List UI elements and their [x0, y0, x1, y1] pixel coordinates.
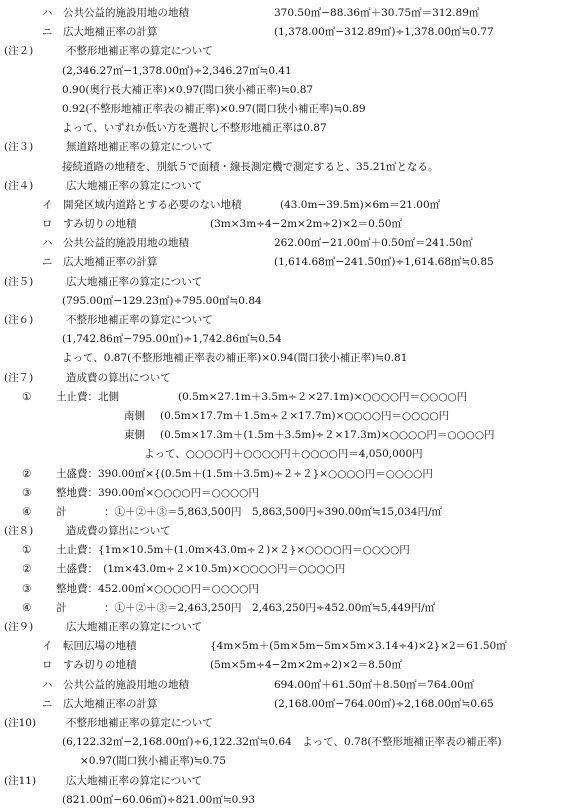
- text-line: [0, 656, 568, 675]
- line-text: (1,614.68㎡−241.50㎡)÷1,614.68㎡≒0.85: [274, 256, 494, 269]
- line-label: よって、0.87(不整形地補正率表の補正率)×0.94(間口狭小補正率)≒0.81: [62, 352, 408, 365]
- line-text: 土盛費： (1m×43.0m÷２×10.5m)×○○○○円＝○○○○円: [56, 563, 346, 576]
- line-label: よって、いずれか低い方を選択し不整形地補正率は0.87: [62, 122, 327, 135]
- line-text: 造成費の算出について: [66, 525, 171, 538]
- line-text: 広大地補正率の算定について: [66, 179, 203, 192]
- text-line: [0, 599, 568, 618]
- line-label: ハ 公共公益的施設用地の地積: [42, 237, 189, 250]
- text-line: [0, 81, 568, 100]
- text-line: [0, 196, 568, 215]
- text-line: [0, 522, 568, 541]
- line-text: 不整形地補正率の算定について: [66, 45, 213, 58]
- line-text: {4m×5m＋(5m×5m−5m×5m×3.14÷4)×2}×2＝61.50㎡: [210, 640, 507, 653]
- line-text: (0.5m×17.3m＋(1.5m＋3.5m)÷２×17.3m)×○○○○円＝○○○○円: [160, 429, 495, 442]
- line-text: 計: [56, 601, 67, 614]
- line-text: 694.00㎡＋61.50㎡＋8.50㎡＝764.00㎡: [274, 678, 475, 691]
- line-label: (注２): [4, 45, 34, 58]
- line-label: (1,742.86㎡−795.00㎡)÷1,742.86㎡≒0.54: [62, 333, 282, 346]
- text-line: [0, 177, 568, 196]
- text-line: [0, 23, 568, 42]
- text-line: [0, 388, 568, 407]
- line-text: 不整形地補正率の算定について: [66, 314, 213, 326]
- line-label: ③: [22, 486, 32, 499]
- line-text: ：①＋②＋③＝2,463,250円 2,463,250円÷452.00㎡≒5,449円/㎡: [104, 601, 436, 614]
- line-label: ①: [22, 544, 32, 557]
- line-label: (2,346.27㎡−1,378.00㎡)÷2,346.27㎡≒0.41: [62, 64, 292, 77]
- text-line: [0, 158, 568, 177]
- text-line: [0, 62, 568, 81]
- text-line: [0, 234, 568, 253]
- line-text: 広大地補正率の算定について: [66, 774, 203, 787]
- line-label: イ 転回広場の地積: [42, 640, 137, 653]
- text-line: [0, 791, 568, 810]
- line-text: 整地費：452.00㎡×○○○○円＝○○○○円: [56, 582, 259, 595]
- text-line: [0, 330, 568, 349]
- text-line: [0, 752, 568, 771]
- text-line: [0, 253, 568, 272]
- text-line: [0, 407, 568, 426]
- line-label: ハ 公共公益的施設用地の地積: [42, 678, 189, 691]
- line-label: ニ 広大地補正率の計算: [42, 256, 158, 269]
- text-line: [0, 676, 568, 695]
- text-line: [0, 100, 568, 119]
- text-line: [0, 445, 568, 464]
- line-label: (821.00㎡−60.06㎡)÷821.00㎡≒0.93: [62, 793, 256, 806]
- line-label: 南側: [124, 409, 145, 422]
- line-label: 0.90(奥行長大補正率)×0.97(間口狭小補正率)≒0.87: [62, 83, 314, 96]
- text-line: [0, 215, 568, 234]
- line-text: 262.00㎡−21.00㎡＋0.50㎡＝241.50㎡: [274, 237, 473, 250]
- text-line: [0, 733, 568, 752]
- text-line: [0, 42, 568, 61]
- line-text: 不整形地補正率の算定について: [66, 716, 213, 729]
- text-line: [0, 541, 568, 560]
- text-line: [0, 273, 568, 292]
- text-line: [0, 138, 568, 157]
- line-text: 370.50㎡−88.36㎡＋30.75㎡＝312.89㎡: [274, 7, 480, 19]
- line-label: (注６): [4, 314, 34, 326]
- line-label: (注11): [4, 774, 37, 787]
- line-label: (注10): [4, 716, 37, 729]
- line-text: 土止費：{1m×10.5m＋(1.0m×43.0m÷２)×２}×○○○○円＝○○○○円: [56, 544, 410, 557]
- line-label: (注９): [4, 621, 34, 633]
- line-label: (注５): [4, 275, 34, 288]
- line-text: 造成費の算出について: [66, 371, 171, 384]
- line-text: 広大地補正率の算定について: [66, 275, 203, 288]
- line-label: (注８): [4, 525, 34, 538]
- line-text: ：①＋②＋③＝5,863,500円 5,863,500円÷390.00㎡≒15,034円/㎡: [104, 505, 442, 518]
- line-text: 整地費：390.00㎡×○○○○円＝○○○○円: [56, 486, 259, 499]
- line-text: (2,168.00㎡−764.00㎡)÷2,168.00㎡≒0.65: [274, 697, 494, 710]
- line-label: ×0.97(間口狭小補正率)≒0.75: [80, 755, 227, 768]
- line-label: 0.92(不整形地補正率表の補正率)×0.97(間口狭小補正率)≒0.89: [62, 102, 366, 115]
- line-text: 土止費：北側: [56, 390, 119, 403]
- line-text: (0.5m×27.1m＋3.5m÷２×27.1m)×○○○○円＝○○○○円: [178, 390, 468, 403]
- text-line: [0, 637, 568, 656]
- line-text: (0.5m×17.7m＋1.5m÷２×17.7m)×○○○○円＝○○○○円: [160, 409, 450, 422]
- line-label: ニ 広大地補正率の計算: [42, 26, 158, 39]
- line-label: (注４): [4, 179, 34, 192]
- text-line: [0, 560, 568, 579]
- line-label: イ 開発区域内道路とする必要のない地積: [42, 198, 242, 211]
- text-line: [0, 292, 568, 311]
- line-text: (3m×3m÷4−2m×2m÷2)×2＝0.50㎡: [210, 218, 402, 231]
- text-line: [0, 426, 568, 445]
- text-line: [0, 119, 568, 138]
- text-line: [0, 580, 568, 599]
- text-line: [0, 695, 568, 714]
- line-label: (注７): [4, 371, 34, 384]
- line-label: よって、○○○○円＋○○○○円＋○○○○円＝4,050,000円: [144, 448, 423, 461]
- line-text: 広大地補正率の算定について: [66, 621, 203, 633]
- line-label: ハ 公共公益的施設用地の地積: [42, 7, 189, 19]
- text-line: [0, 369, 568, 388]
- line-label: ①: [22, 390, 32, 403]
- calculation-notes: [0, 4, 568, 810]
- line-label: (注３): [4, 141, 34, 154]
- line-label: ②: [22, 467, 32, 480]
- line-text: 無道路地補正率の算定について: [66, 141, 213, 154]
- text-line: [0, 465, 568, 484]
- text-line: [0, 349, 568, 368]
- line-label: ロ すみ切りの地積: [42, 659, 137, 672]
- line-label: 東側: [124, 429, 145, 442]
- line-label: (795.00㎡−129.23㎡)÷795.00㎡≒0.84: [62, 294, 262, 307]
- text-line: [0, 484, 568, 503]
- line-label: ②: [22, 563, 32, 576]
- line-text: (1,378.00㎡−312.89㎡)÷1,378.00㎡≒0.77: [274, 26, 494, 39]
- line-label: ④: [22, 505, 32, 518]
- text-line: [0, 503, 568, 522]
- line-text: 計: [56, 505, 67, 518]
- line-text: (5m×5m÷4−2m×2m÷2)×2＝8.50㎡: [210, 659, 402, 672]
- line-text: 土盛費：390.00㎡×{(0.5m＋(1.5m＋3.5m)÷２÷２}×○○○○円＝○○○○円: [56, 467, 433, 480]
- text-line: [0, 618, 568, 637]
- text-line: [0, 772, 568, 791]
- line-text: (43.0m−39.5m)×6m＝21.00㎡: [280, 198, 441, 211]
- line-label: ニ 広大地補正率の計算: [42, 697, 158, 710]
- line-label: ロ すみ切りの地積: [42, 218, 137, 231]
- text-line: [0, 311, 568, 330]
- line-label: 接続道路の地積を、別紙５で面積・線長測定機で測定すると、35.21㎡となる。: [62, 160, 439, 173]
- line-label: ③: [22, 582, 32, 595]
- text-line: [0, 4, 568, 23]
- line-label: (6,122.32㎡−2,168.00㎡)÷6,122.32㎡≒0.64 よって、0.78(不整形地補正率表の補正率): [62, 736, 502, 749]
- line-label: ④: [22, 601, 32, 614]
- text-line: [0, 714, 568, 733]
